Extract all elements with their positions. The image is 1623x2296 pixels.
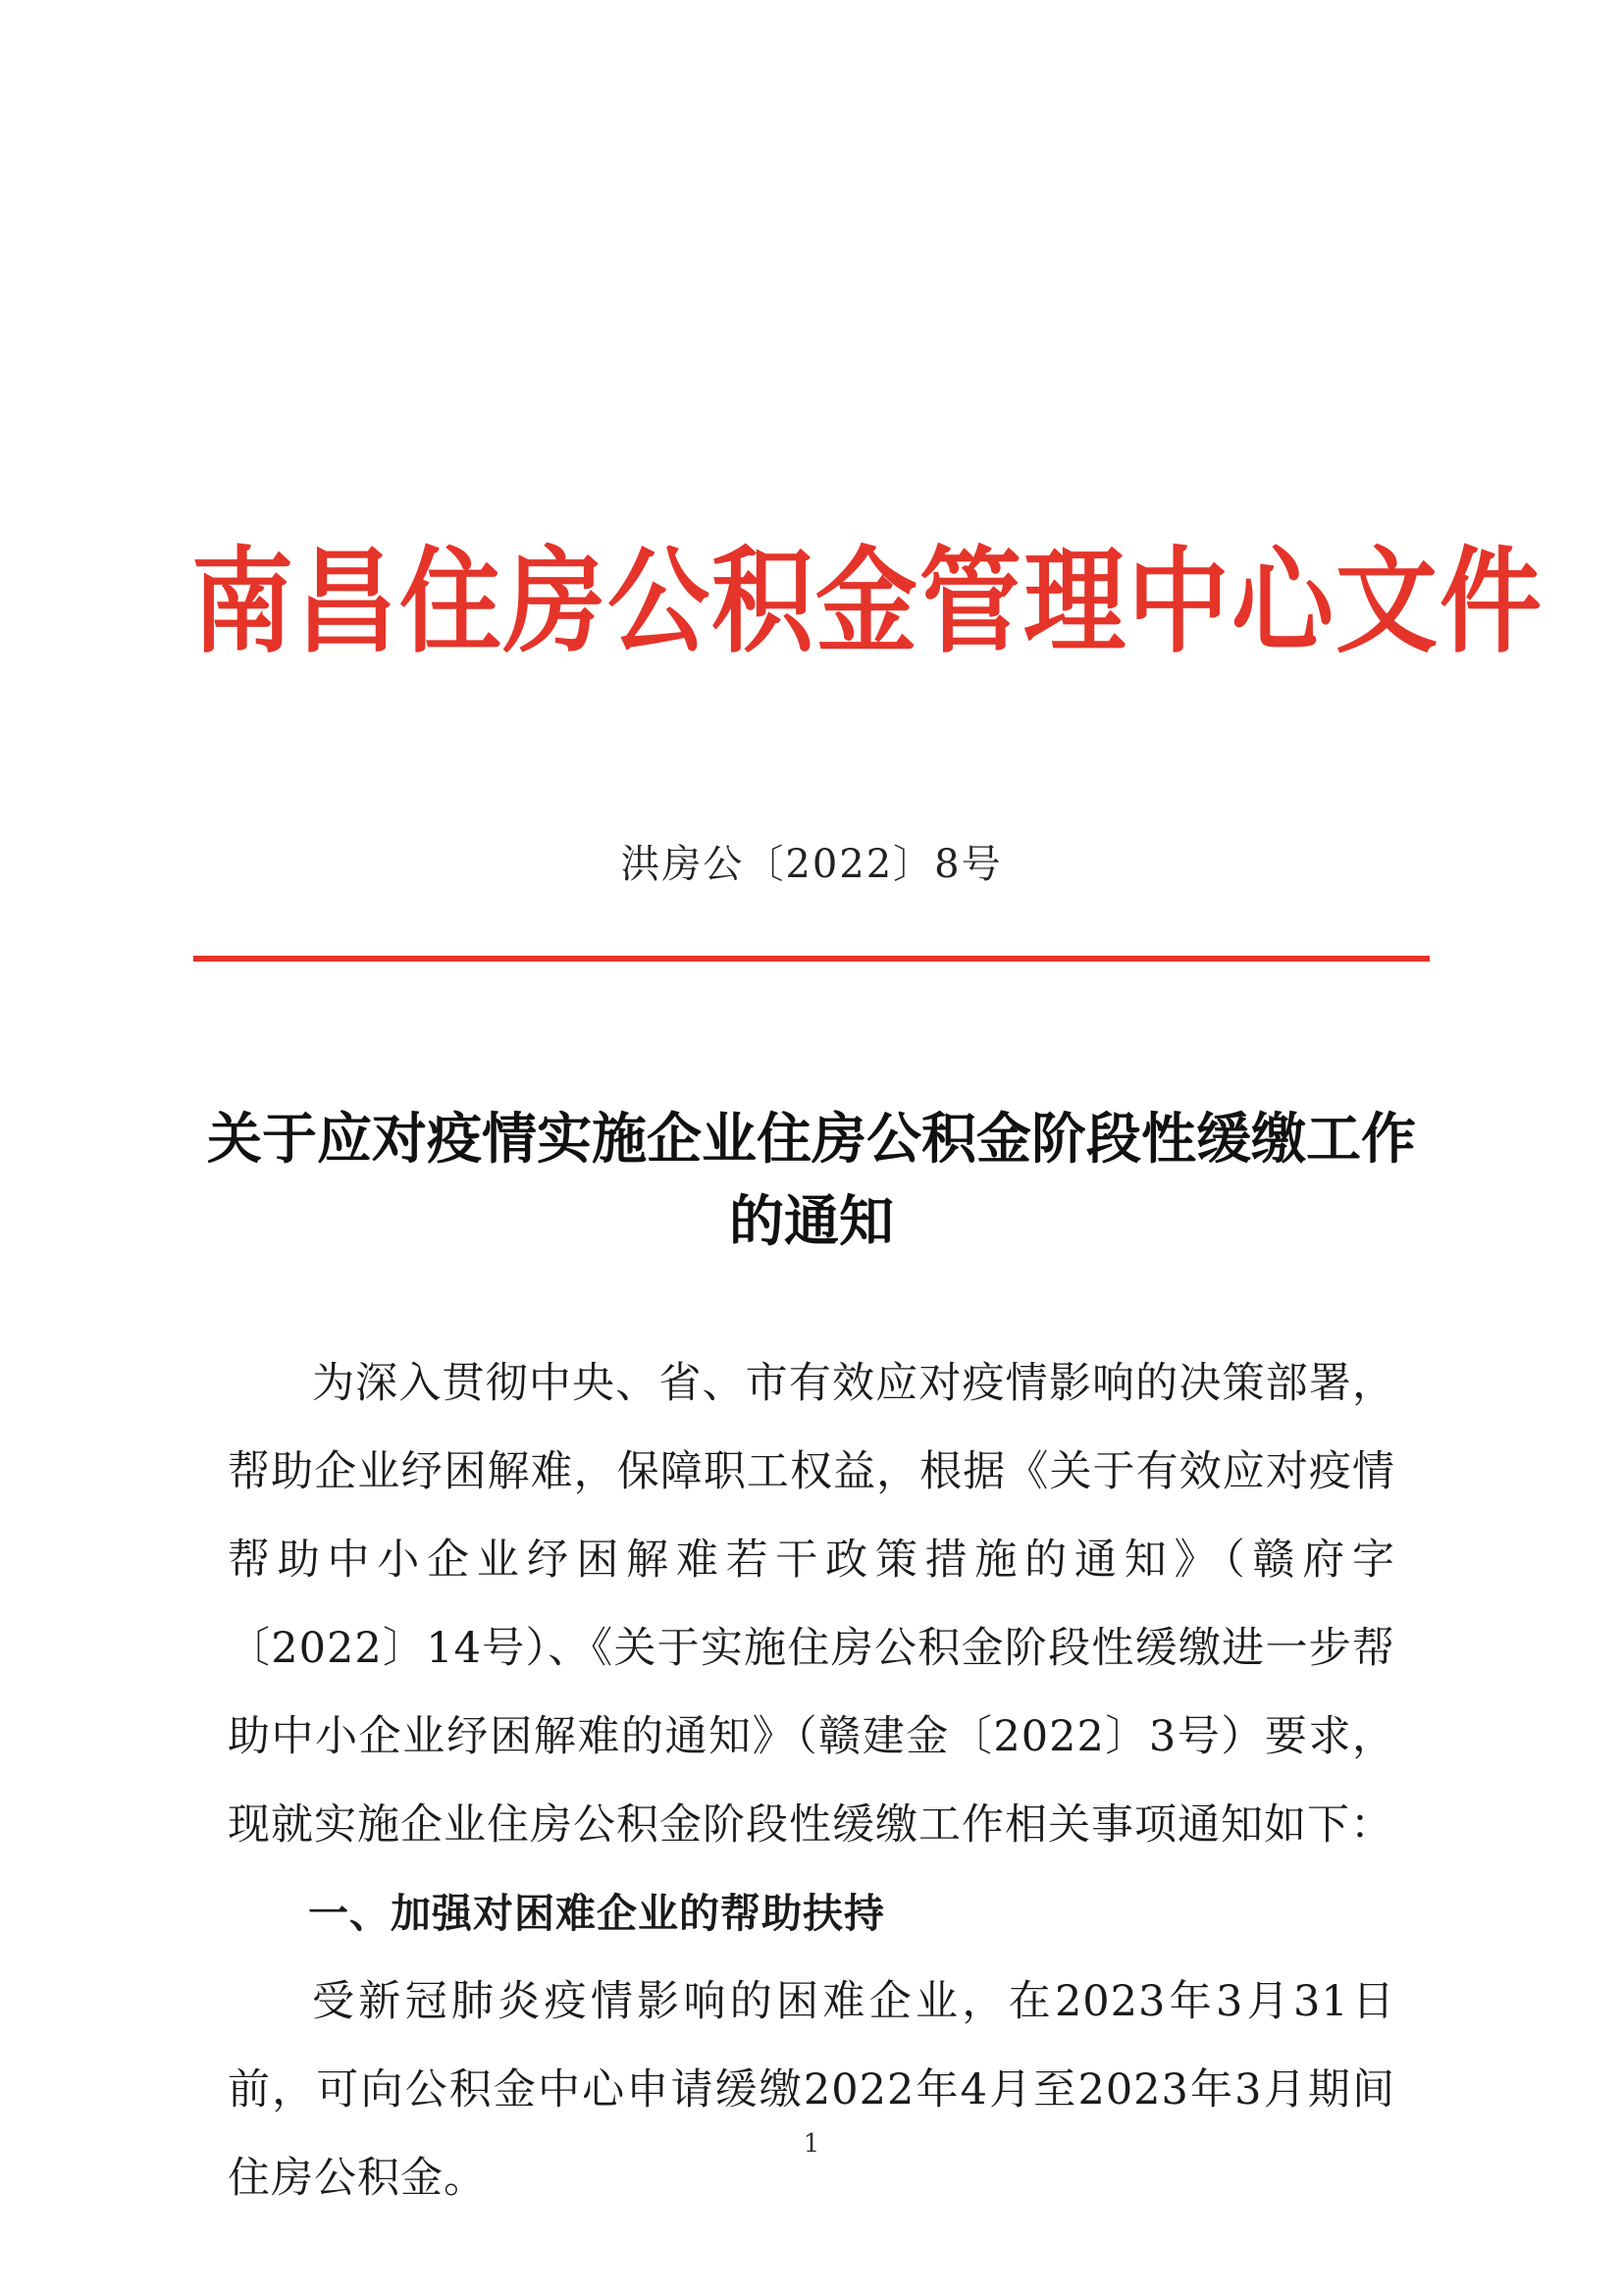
red-divider-line	[193, 956, 1430, 962]
intro-paragraph: 为深入贯彻中央、省、市有效应对疫情影响的决策部署，帮助企业纾困解难，保障职工权益，根据《关于有效应对疫情帮助中小企业纾困解难若干政策措施的通知》（赣府字〔2022〕14号）、《关于实施住房公积金阶段性缓缴进一步帮助中小企业纾困解难的通知》（赣建金〔2022〕3号）要求，现就实施企业住房公积金阶段性缓缴工作相关事项通知如下：	[228, 1359, 1395, 1850]
section-1-paragraph: 受新冠肺炎疫情影响的困难企业，在2023年3月31日前，可向公积金中心申请缓缴2022年4月至2023年3月期间住房公积金。	[228, 1977, 1395, 2203]
notice-title: 关于应对疫情实施企业住房公积金阶段性缓缴工作的通知	[207, 1108, 1416, 1254]
page-number: 1	[803, 2129, 820, 2159]
masthead-title: 南昌住房公积金管理中心文件	[191, 535, 1544, 669]
document-number: 洪房公〔2022〕8号	[620, 842, 1003, 887]
section-1-heading: 一、加强对困难企业的帮助扶持	[308, 1890, 885, 1937]
document-body	[228, 1339, 1395, 2222]
